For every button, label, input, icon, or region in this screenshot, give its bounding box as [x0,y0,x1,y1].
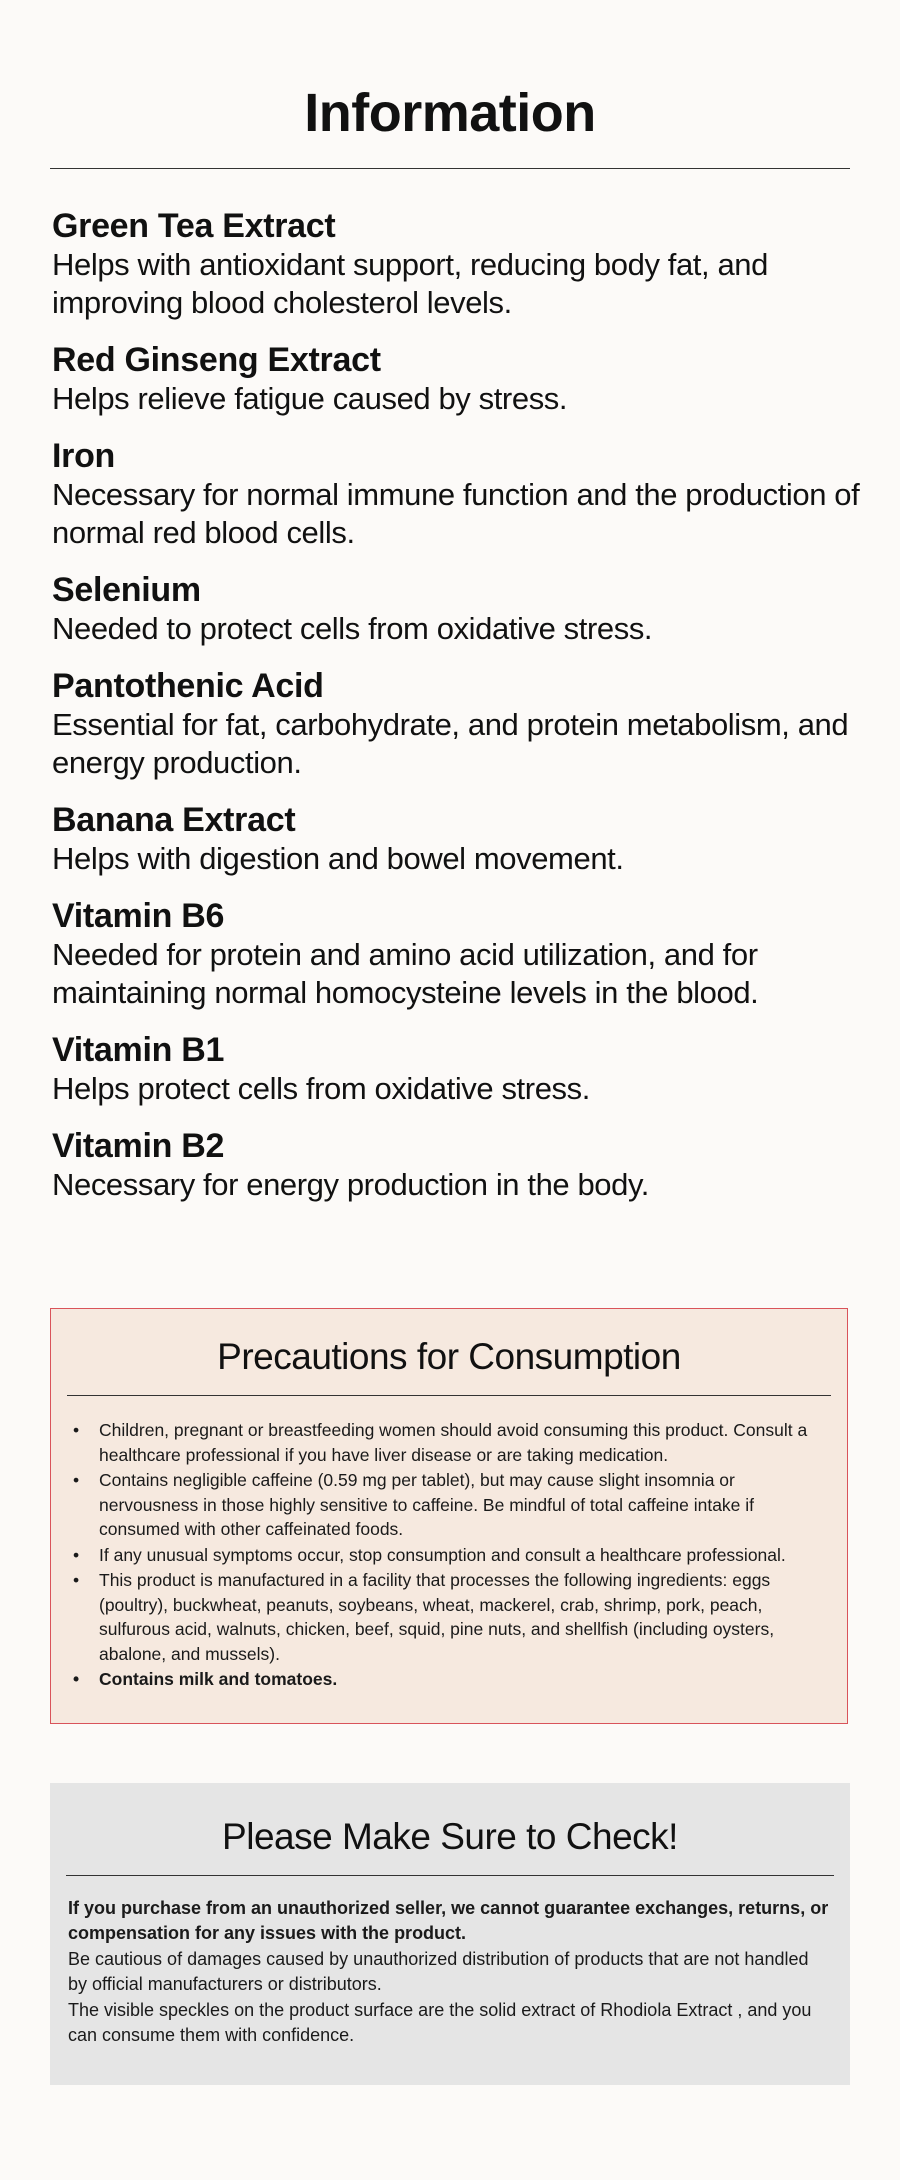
bullet-icon: • [73,1669,80,1689]
ingredient-description: Helps with antioxidant support, reducing body fat, and improving blood cholesterol levels. [52,247,768,320]
ingredient-name: Vitamin B6 [52,897,225,935]
check-line: Be cautious of damages caused by unauthorized distribution of products that are not handled by official manufacturers or distributors. [68,1949,809,1994]
precaution-item [73,1468,827,1542]
ingredient-name: Selenium [52,571,201,609]
bullet-icon: • [73,1470,80,1490]
ingredient-name: Banana Extract [52,801,296,839]
precaution-text: Contains milk and tomatoes. [99,1669,338,1689]
precautions-list [51,1418,847,1692]
precaution-item [73,1418,827,1467]
ingredient-name: Vitamin B1 [52,1031,225,1069]
ingredient-list [52,206,862,1222]
check-divider [66,1875,834,1876]
precaution-text: If any unusual symptoms occur, stop consumption and consult a healthcare professional. [99,1544,786,1565]
bullet-icon: • [73,1570,80,1590]
ingredient-item [52,666,862,782]
check-box [50,1783,850,2085]
ingredient-item [52,1030,862,1108]
precaution-item-allergen [73,1667,827,1692]
ingredient-item [52,896,862,1012]
precaution-text: This product is manufactured in a facility that processes the following ingredients: eggs (poultry), buckwheat, peanuts, soybeans, wheat, mackerel, crab, shrimp, pork, peach, sulfurous acid, walnuts, chicken, beef, squid, pine nuts, and shellfish (including oysters, abalone, and mussels). [99,1570,775,1664]
precaution-text: Contains negligible caffeine (0.59 mg per tablet), but may cause slight insomnia or nervousness in those highly sensitive to caffeine. Be mindful of total caffeine intake if consumed with other caffeinated foods. [99,1470,755,1539]
ingredient-item [52,800,862,878]
ingredient-item [52,206,862,322]
ingredient-name: Iron [52,437,116,475]
precautions-box [50,1308,848,1724]
ingredient-description: Essential for fat, carbohydrate, and protein metabolism, and energy production. [52,707,849,780]
precaution-item [73,1568,827,1666]
check-line: The visible speckles on the product surface are the solid extract of Rhodiola Extract , and you can consume them with confidence. [68,2000,812,2045]
ingredient-item [52,340,862,418]
ingredient-description: Helps with digestion and bowel movement. [52,841,624,876]
precautions-divider [67,1395,831,1396]
bullet-icon: • [73,1544,80,1565]
bullet-icon: • [73,1420,80,1440]
ingredient-name: Red Ginseng Extract [52,341,381,379]
information-divider [50,168,850,169]
precaution-text: Children, pregnant or breastfeeding women should avoid consuming this product. Consult a healthcare professional if you have liver disease or are taking medication. [99,1420,808,1465]
check-body [68,1896,832,2048]
ingredient-description: Helps protect cells from oxidative stress. [52,1071,590,1106]
check-title: Please Make Sure to Check! [222,1816,678,1857]
ingredient-item [52,570,862,648]
ingredient-description: Needed for protein and amino acid utilization, and for maintaining normal homocysteine levels in the blood. [52,937,759,1010]
ingredient-description: Helps relieve fatigue caused by stress. [52,381,568,416]
check-line-warning: If you purchase from an unauthorized seller, we cannot guarantee exchanges, returns, or compensation for any issues with the product. [68,1898,829,1943]
precaution-item [73,1543,827,1568]
ingredient-name: Green Tea Extract [52,207,336,245]
ingredient-description: Necessary for normal immune function and the production of normal red blood cells. [52,477,860,550]
ingredient-item [52,1126,862,1204]
information-title: Information [304,83,596,143]
ingredient-name: Pantothenic Acid [52,667,324,705]
precautions-title: Precautions for Consumption [217,1336,681,1377]
ingredient-name: Vitamin B2 [52,1127,225,1165]
ingredient-item [52,436,862,552]
ingredient-description: Necessary for energy production in the body. [52,1167,649,1202]
ingredient-description: Needed to protect cells from oxidative stress. [52,611,653,646]
